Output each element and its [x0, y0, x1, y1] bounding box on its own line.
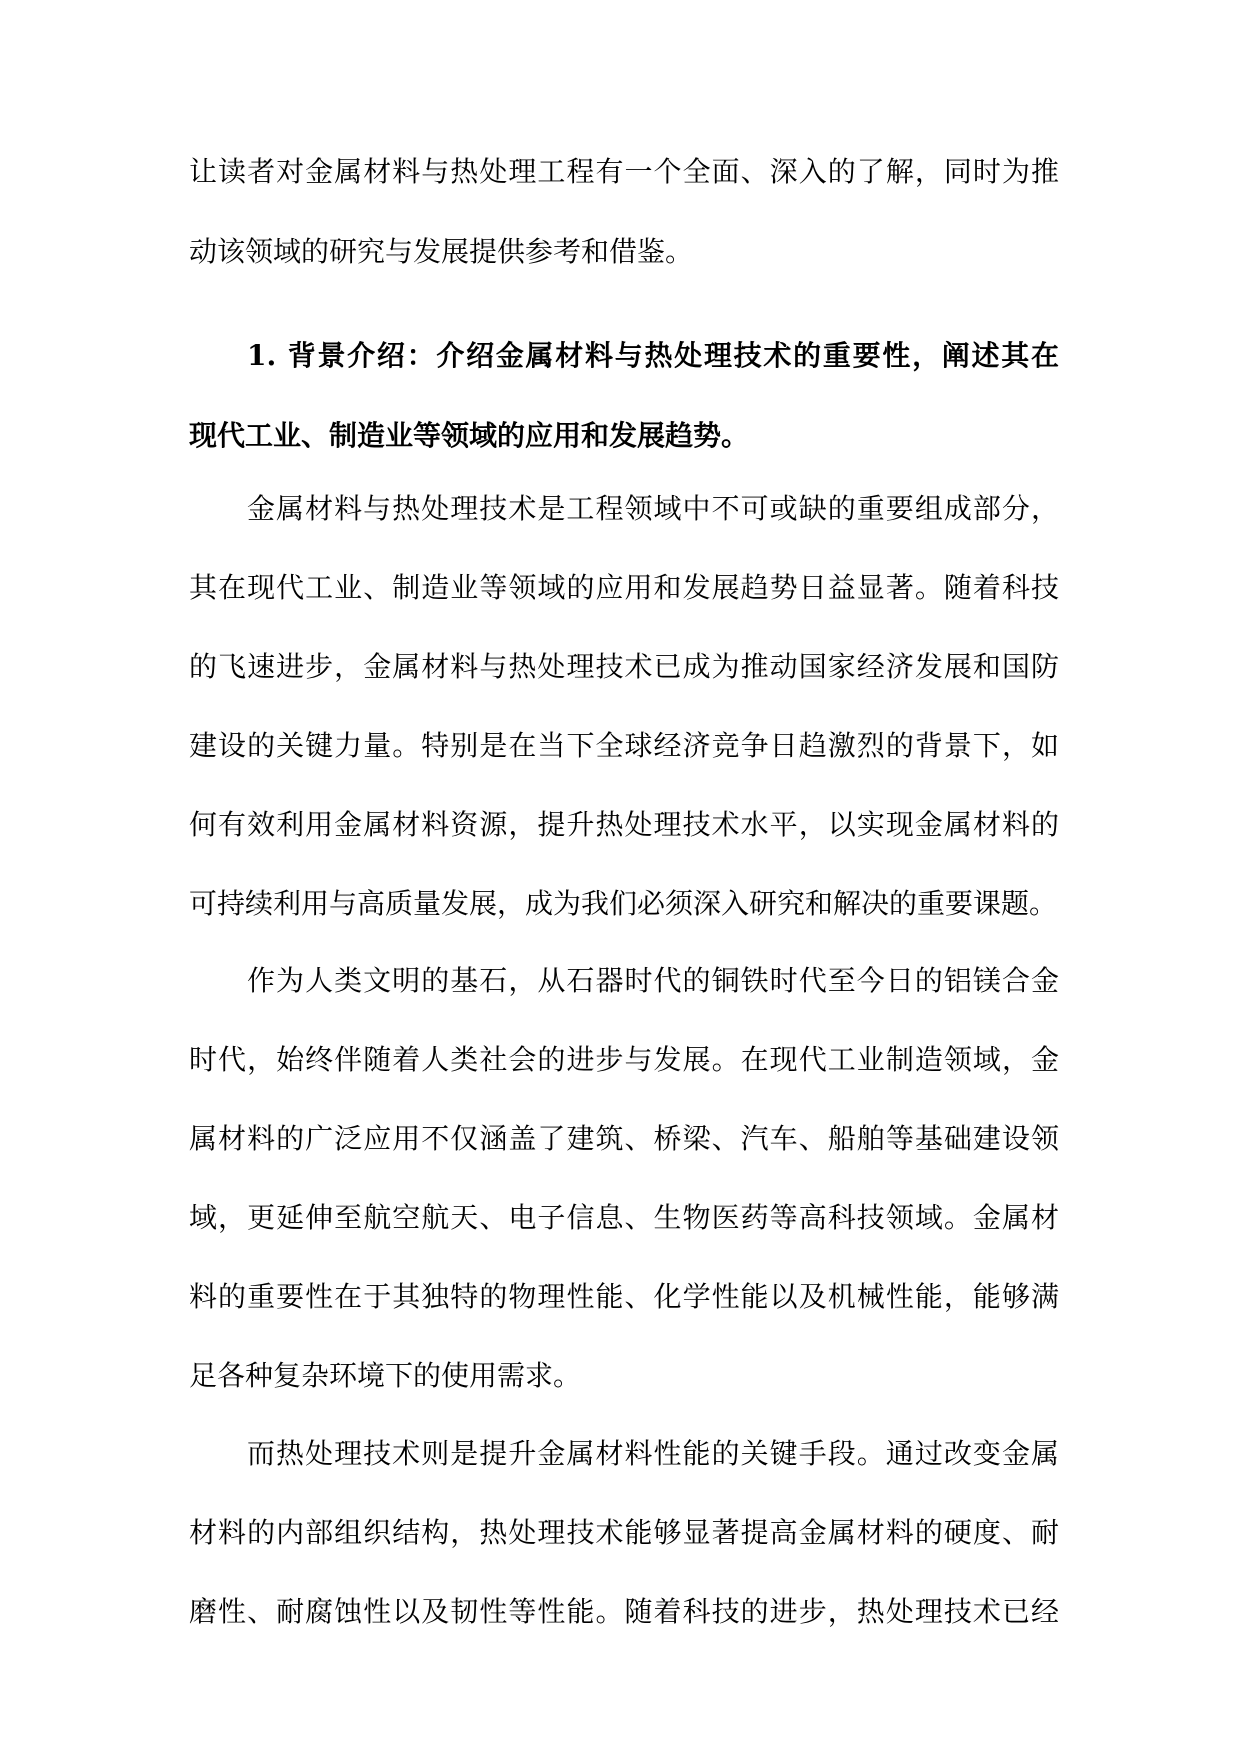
paragraph-line: 其在现代工业、制造业等领域的应用和发展趋势日益显著。随着科技 — [189, 571, 1059, 604]
paragraph-line: 时代，始终伴随着人类社会的进步与发展。在现代工业制造领域，金 — [189, 1043, 1059, 1076]
paragraph-line: 属材料的广泛应用不仅涵盖了建筑、桥梁、汽车、船舶等基础建设领 — [189, 1122, 1059, 1155]
paragraph-line: 建设的关键力量。特别是在当下全球经济竞争日趋激烈的背景下，如 — [189, 729, 1059, 762]
section-heading: 现代工业、制造业等领域的应用和发展趋势。 — [189, 419, 750, 452]
paragraph-line: 而热处理技术则是提升金属材料性能的关键手段。通过改变金属 — [247, 1437, 1059, 1470]
paragraph-line: 域，更延伸至航空航天、电子信息、生物医药等高科技领域。金属材 — [189, 1201, 1059, 1234]
paragraph-line: 足各种复杂环境下的使用需求。 — [189, 1359, 582, 1392]
paragraph-line: 材料的内部组织结构，热处理技术能够显著提高金属材料的硬度、耐 — [189, 1516, 1059, 1549]
paragraph-line: 可持续利用与高质量发展，成为我们必须深入研究和解决的重要课题。 — [189, 887, 1058, 920]
paragraph-line: 作为人类文明的基石，从石器时代的铜铁时代至今日的铝镁合金 — [247, 964, 1059, 997]
paragraph-line: 何有效利用金属材料资源，提升热处理技术水平，以实现金属材料的 — [189, 808, 1059, 841]
paragraph-line: 磨性、耐腐蚀性以及韧性等性能。随着科技的进步，热处理技术已经 — [189, 1595, 1059, 1628]
intro-line: 动该领域的研究与发展提供参考和借鉴。 — [189, 235, 694, 268]
intro-line: 让读者对金属材料与热处理工程有一个全面、深入的了解，同时为推 — [189, 155, 1059, 188]
paragraph-line: 的飞速进步，金属材料与热处理技术已成为推动国家经济发展和国防 — [189, 650, 1059, 683]
paragraph-line: 金属材料与热处理技术是工程领域中不可或缺的重要组成部分， — [247, 492, 1059, 525]
paragraph-line: 料的重要性在于其独特的物理性能、化学性能以及机械性能，能够满 — [189, 1280, 1059, 1313]
section-heading: 1. 背景介绍：介绍金属材料与热处理技术的重要性，阐述其在 — [247, 339, 1059, 372]
